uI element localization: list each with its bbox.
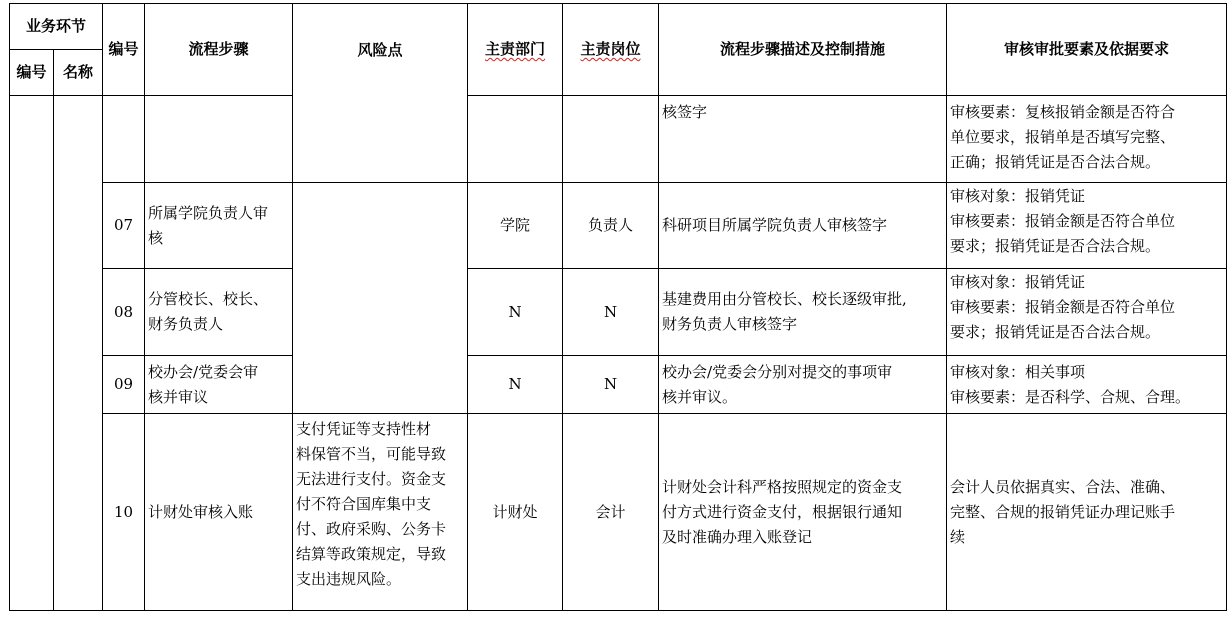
row-desc: 校办会/党委会分别对提交的事项审 核并审议。: [659, 356, 947, 414]
row-no: [103, 96, 145, 183]
table-row: [10, 269, 1227, 356]
row-post: 负责人: [563, 183, 659, 269]
group-no-cell: [10, 96, 54, 611]
row-no: 10: [103, 414, 145, 611]
row-review: 审核对象：相关事项 审核要素：是否科学、合规、合理。: [947, 356, 1227, 414]
row-review: 会计人员依据真实、合法、准确、 完整、合规的报销凭证办理记账手 续: [947, 414, 1227, 611]
header-desc: 流程步骤描述及控制措施: [659, 4, 947, 96]
header-risk: 风险点: [293, 4, 468, 183]
row-desc: 科研项目所属学院负责人审核签字: [659, 183, 947, 269]
header-no: 编号: [103, 4, 145, 96]
row-risk-empty: [293, 183, 468, 414]
table-row: [10, 356, 1227, 414]
row-step: 所属学院负责人审 核: [145, 183, 293, 269]
row-post: N: [563, 269, 659, 356]
row-desc: 基建费用由分管校长、校长逐级审批, 财务负责人审核签字: [659, 269, 947, 356]
row-dept: [468, 96, 563, 183]
row-dept: 学院: [468, 183, 563, 269]
row-step: 计财处审核入账: [145, 414, 293, 611]
row-step: 校办会/党委会审 核并审议: [145, 356, 293, 414]
row-desc: 计财处会计科严格按照规定的资金支 付方式进行资金支付，根据银行通知 及时准确办理入账登记: [659, 414, 947, 611]
row-dept: N: [468, 269, 563, 356]
row-step: [145, 96, 293, 183]
header-business-link: 业务环节: [10, 4, 103, 50]
row-review: 审核对象：报销凭证 审核要素：报销金额是否符合单位 要求；报销凭证是否合法合规。: [947, 183, 1227, 269]
row-post: 会计: [563, 414, 659, 611]
header-post: 主责岗位: [563, 4, 659, 96]
row-post: N: [563, 356, 659, 414]
row-dept: 计财处: [468, 414, 563, 611]
group-name-cell: [54, 96, 103, 611]
row-review: 审核对象：报销凭证 审核要素：报销金额是否符合单位 要求；报销凭证是否合法合规。: [947, 269, 1227, 356]
row-risk: 支付凭证等支持性材 料保管不当，可能导致 无法进行支付。资金支 付不符合国库集中支 付、政府采购、公务卡 结算等政策规定，导致 支出违规风险。: [293, 414, 468, 611]
table-row: [10, 96, 1227, 183]
header-review: 审核审批要素及依据要求: [947, 4, 1227, 96]
header-step: 流程步骤: [145, 4, 293, 96]
row-no: 09: [103, 356, 145, 414]
row-step: 分管校长、校长、 财务负责人: [145, 269, 293, 356]
header-group-name: 名称: [54, 50, 103, 96]
process-table: [9, 3, 1227, 611]
row-review: 审核要素：复核报销金额是否符合 单位要求，报销单是否填写完整、 正确；报销凭证是否合法合规。: [947, 96, 1227, 183]
header-dept: 主责部门: [468, 4, 563, 96]
row-no: 08: [103, 269, 145, 356]
row-no: 07: [103, 183, 145, 269]
header-group-no: 编号: [10, 50, 54, 96]
table-row: [10, 183, 1227, 269]
row-dept: N: [468, 356, 563, 414]
row-post: [563, 96, 659, 183]
table-row: [10, 414, 1227, 611]
row-desc: 核签字: [659, 96, 947, 183]
